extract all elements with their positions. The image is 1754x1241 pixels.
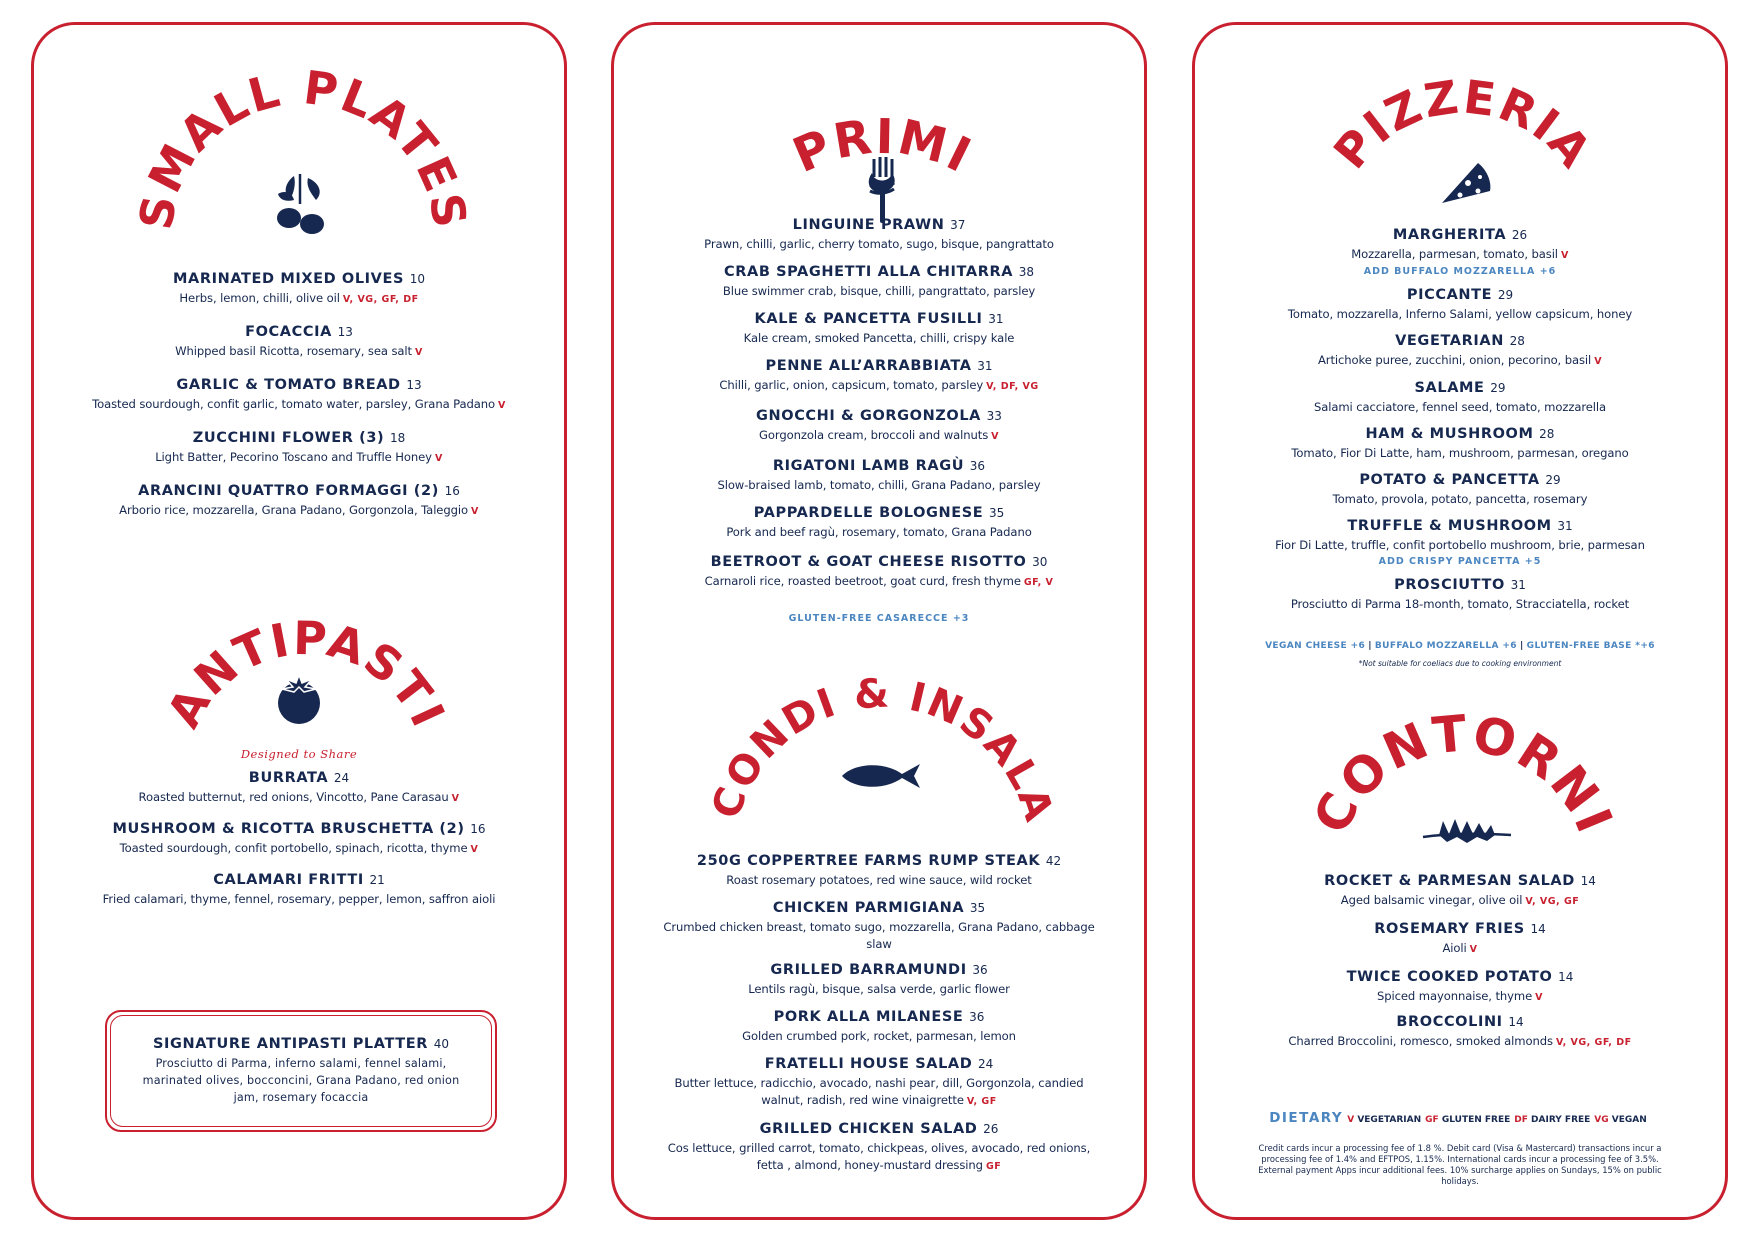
svg-text:PRIMI: PRIMI <box>785 108 981 185</box>
menu-item <box>614 358 1144 395</box>
menu-item <box>614 505 1144 541</box>
item-description <box>1195 537 1725 554</box>
item-name <box>34 377 564 394</box>
item-title: TRUFFLE & MUSHROOM <box>1347 518 1552 534</box>
dietary-tag: V <box>1535 992 1544 1003</box>
item-price: 31 <box>988 312 1004 326</box>
primi-addon: GLUTEN-FREE CASARECCE +3 <box>788 613 970 624</box>
tomato-icon <box>274 673 324 725</box>
platter-price: 40 <box>433 1037 449 1051</box>
item-desc-text: Prawn, chilli, garlic, cherry tomato, sugo, bisque, pangrattato <box>704 237 1054 251</box>
item-description <box>614 573 1144 591</box>
menu-item <box>614 408 1144 445</box>
item-name <box>1195 1014 1725 1031</box>
item-desc-text: Prosciutto di Parma 18-month, tomato, Stracciatella, rocket <box>1290 597 1630 611</box>
item-price: 14 <box>1558 970 1574 984</box>
svg-text:SMALL PLATES: SMALL PLATES <box>128 60 478 234</box>
item-name <box>1195 518 1725 535</box>
menu-item <box>1195 969 1725 1006</box>
item-title: GRILLED CHICKEN SALAD <box>759 1121 978 1137</box>
dietary-label: DIETARY <box>1269 1110 1344 1126</box>
item-title: ZUCCHINI FLOWER (3) <box>192 430 385 446</box>
item-desc-text: Fior Di Latte, truffle, confit portobello mushroom, brie, parmesan <box>1275 538 1645 552</box>
item-name <box>34 872 564 889</box>
extra-gluten-free-base: GLUTEN-FREE BASE *+6 <box>1526 641 1655 651</box>
secondi-title <box>597 637 1147 833</box>
menu-item <box>614 1056 1144 1110</box>
item-price: 14 <box>1530 922 1546 936</box>
dietary-legend <box>1195 1110 1725 1126</box>
item-desc-text: Pork and beef ragù, rosemary, tomato, Grana Padano <box>726 525 1032 539</box>
extra-vegan-cheese: VEGAN CHEESE +6 <box>1265 641 1366 651</box>
item-desc-text: Toasted sourdough, confit portobello, spinach, ricotta, thyme <box>119 841 468 855</box>
item-desc-text: Roast rosemary potatoes, red wine sauce, wild rocket <box>726 873 1032 887</box>
rocket-leaf-icon <box>1421 817 1513 845</box>
item-name <box>614 900 1144 917</box>
svg-text:SECONDI & INSALATA: SECONDI & INSALATA <box>597 637 1062 826</box>
menu-item <box>34 821 564 858</box>
item-price: 13 <box>406 378 422 392</box>
item-description <box>614 377 1144 395</box>
menu-item <box>614 1121 1144 1175</box>
item-title: TWICE COOKED POTATO <box>1346 969 1553 985</box>
menu-item <box>34 324 564 361</box>
item-description <box>34 396 564 414</box>
item-addon: ADD BUFFALO MOZZARELLA +6 <box>1363 266 1557 277</box>
item-title: PROSCIUTTO <box>1394 577 1505 593</box>
dietary-tag: V, GF <box>966 1096 997 1107</box>
dietary-code: GF <box>1425 1115 1439 1125</box>
item-desc-text: Artichoke puree, zucchini, onion, pecorino, basil <box>1317 353 1592 367</box>
item-desc-text: Slow-braised lamb, tomato, chilli, Grana Padano, parsley <box>717 478 1041 492</box>
item-price: 14 <box>1508 1015 1524 1029</box>
item-price: 36 <box>972 963 988 977</box>
item-title: GRILLED BARRAMUNDI <box>770 962 967 978</box>
secondi-list <box>614 853 1144 1175</box>
item-title: ROSEMARY FRIES <box>1374 921 1525 937</box>
item-title: MARINATED MIXED OLIVES <box>173 271 405 287</box>
item-desc-text: Cos lettuce, grilled carrot, tomato, chickpeas, olives, avocado, red onions, fetta , almond, honey-mustard dressing <box>667 1141 1091 1172</box>
item-name <box>1195 577 1725 594</box>
fork-pasta-icon <box>864 155 900 225</box>
pizzeria-footnote: *Not suitable for coeliacs due to cooking environment <box>1358 659 1562 668</box>
item-price: 18 <box>389 431 406 445</box>
item-name <box>1195 921 1725 938</box>
item-desc-text: Herbs, lemon, chilli, olive oil <box>179 291 340 305</box>
item-price: 29 <box>1490 381 1506 395</box>
item-price: 35 <box>969 901 986 915</box>
item-name <box>34 271 564 288</box>
menu-item <box>1195 333 1725 370</box>
item-desc-text: Aged balsamic vinegar, olive oil <box>1340 893 1523 907</box>
item-desc-text: Kale cream, smoked Pancetta, chilli, crispy kale <box>743 331 1015 345</box>
item-title: KALE & PANCETTA FUSILLI <box>754 311 983 327</box>
dietary-tag: V <box>434 453 443 464</box>
menu-item <box>34 430 564 467</box>
item-title: GNOCCHI & GORGONZOLA <box>756 408 982 424</box>
item-name <box>1195 380 1725 397</box>
item-description <box>34 502 564 520</box>
dietary-word: VEGAN <box>1611 1115 1647 1125</box>
item-desc-text: Crumbed chicken breast, tomato sugo, mozzarella, Grana Padano, cabbage slaw <box>663 920 1095 951</box>
item-description <box>1195 306 1725 323</box>
item-description <box>1195 399 1725 416</box>
dietary-word: VEGETARIAN <box>1357 1115 1422 1125</box>
item-description <box>614 872 1144 889</box>
item-name <box>614 264 1144 281</box>
item-price: 16 <box>444 484 460 498</box>
dietary-code: VG <box>1594 1115 1609 1125</box>
item-description <box>614 330 1144 347</box>
menu-panel-middle <box>597 22 1147 1220</box>
item-price: 38 <box>1018 265 1034 279</box>
item-description <box>1195 940 1725 958</box>
item-description <box>614 981 1144 998</box>
item-name <box>34 430 564 447</box>
item-description <box>614 1028 1144 1045</box>
item-name <box>34 483 564 500</box>
item-name <box>1195 287 1725 304</box>
menu-item <box>614 1009 1144 1045</box>
item-title: BEETROOT & GOAT CHEESE RISOTTO <box>710 554 1027 570</box>
item-price: 42 <box>1045 854 1062 868</box>
item-desc-text: Tomato, provola, potato, pancetta, rosemary <box>1332 492 1588 506</box>
item-desc-text: Blue swimmer crab, bisque, chilli, pangrattato, parsley <box>722 284 1036 298</box>
menu-item <box>1195 577 1725 613</box>
olive-branch-icon <box>272 170 332 238</box>
item-description <box>34 449 564 467</box>
item-name <box>34 324 564 341</box>
item-description <box>614 524 1144 541</box>
menu-panel-right <box>1192 22 1728 1220</box>
item-name <box>614 458 1144 475</box>
item-title: MARGHERITA <box>1392 227 1507 243</box>
item-price: 10 <box>409 272 425 286</box>
menu-item <box>614 264 1144 300</box>
item-price: 31 <box>1557 519 1573 533</box>
dietary-word: GLUTEN FREE <box>1441 1115 1511 1125</box>
item-price: 14 <box>1580 874 1596 888</box>
item-price: 37 <box>950 218 966 232</box>
item-title: VEGETARIAN <box>1395 333 1504 349</box>
item-description <box>614 1075 1144 1110</box>
dietary-tag: V <box>470 844 479 855</box>
item-desc-text: Light Batter, Pecorino Toscano and Truffle Honey <box>155 450 432 464</box>
item-title: GARLIC & TOMATO BREAD <box>176 377 401 393</box>
item-title: CALAMARI FRITTI <box>213 872 364 888</box>
antipasti-list <box>34 770 564 908</box>
item-price: 28 <box>1539 427 1555 441</box>
menu-item <box>1195 287 1725 323</box>
item-description <box>1195 892 1725 910</box>
item-description <box>614 919 1144 953</box>
item-title: PORK ALLA MILANESE <box>773 1009 964 1025</box>
item-title: SALAME <box>1414 380 1485 396</box>
item-name <box>1195 969 1725 986</box>
fish-icon <box>840 761 924 791</box>
menu-item <box>614 853 1144 889</box>
menu-item <box>1195 518 1725 567</box>
dietary-tag: V <box>498 400 506 411</box>
item-price: 29 <box>1545 473 1561 487</box>
item-desc-text: Butter lettuce, radicchio, avocado, nashi pear, dill, Gorgonzola, candied walnut, radish, red wine vinaigrette <box>674 1076 1084 1107</box>
dietary-tag: V <box>1594 356 1603 367</box>
item-description <box>34 343 564 361</box>
platter-desc: Prosciutto di Parma, inferno salami, fennel salami, marinated olives, bocconcini, Grana Padano, red onion jam, rosemary focaccia <box>142 1057 460 1104</box>
item-description <box>614 1140 1144 1175</box>
item-desc-text: Salami cacciatore, fennel seed, tomato, mozzarella <box>1313 400 1607 414</box>
menu-item <box>614 311 1144 347</box>
contorni-list <box>1195 873 1725 1051</box>
item-name <box>614 554 1144 571</box>
item-name <box>614 1009 1144 1026</box>
menu-item <box>1195 227 1725 277</box>
platter-title: SIGNATURE ANTIPASTI PLATTER <box>153 1036 429 1052</box>
dietary-tag: V <box>1469 944 1478 955</box>
item-description <box>1195 352 1725 370</box>
item-title: POTATO & PANCETTA <box>1359 472 1540 488</box>
item-name <box>1195 472 1725 489</box>
item-title: LINGUINE PRAWN <box>792 217 945 233</box>
item-price: 31 <box>977 359 993 373</box>
menu-item <box>34 271 564 308</box>
item-desc-text: Tomato, mozzarella, Inferno Salami, yellow capsicum, honey <box>1287 307 1633 321</box>
item-price: 29 <box>1497 288 1514 302</box>
item-name <box>1195 333 1725 350</box>
item-name <box>1195 873 1725 890</box>
item-name <box>614 311 1144 328</box>
dietary-tag: V <box>991 431 999 442</box>
dietary-tag: V, VG, GF <box>1525 896 1580 907</box>
item-description <box>1195 596 1725 613</box>
item-desc-text: Lentils ragù, bisque, salsa verde, garlic flower <box>748 982 1010 996</box>
item-addon: ADD CRISPY PANCETTA +5 <box>1378 556 1542 567</box>
item-title: RIGATONI LAMB RAGÙ <box>772 458 965 474</box>
item-description <box>1195 246 1725 264</box>
item-description <box>614 477 1144 494</box>
item-name <box>34 821 564 838</box>
item-description <box>34 840 564 858</box>
item-name <box>614 962 1144 979</box>
extra-buffalo-mozzarella: BUFFALO MOZZARELLA +6 <box>1374 641 1517 651</box>
item-description <box>614 283 1144 300</box>
pizza-slice-icon <box>1438 161 1494 205</box>
menu-item <box>1195 921 1725 958</box>
menu-item <box>34 872 564 908</box>
dietary-tag: GF <box>985 1161 1002 1172</box>
menu-item <box>1195 426 1725 462</box>
item-description <box>1195 445 1725 462</box>
menu-item <box>614 554 1144 591</box>
item-price: 24 <box>978 1057 994 1071</box>
svg-text:ANTIPASTI: ANTIPASTI <box>156 610 457 737</box>
dietary-tag: V <box>451 793 460 804</box>
menu-item <box>1195 380 1725 416</box>
item-price: 21 <box>369 873 385 887</box>
pizzeria-extras: VEGAN CHEESE +6 | BUFFALO MOZZARELLA +6 | GLUTEN-FREE BASE *+6 <box>1265 641 1655 651</box>
item-description <box>1195 1033 1725 1051</box>
item-price: 26 <box>1511 228 1528 242</box>
item-desc-text: Charred Broccolini, romesco, smoked almonds <box>1288 1034 1553 1048</box>
dietary-code: DF <box>1514 1115 1528 1125</box>
menu-panel-left <box>31 22 567 1220</box>
dietary-tag: V <box>1560 250 1569 261</box>
item-title: CRAB SPAGHETTI ALLA CHITARRA <box>723 264 1014 280</box>
item-title: FOCACCIA <box>245 324 332 340</box>
dietary-tag: GF, V <box>1023 577 1054 588</box>
item-description <box>1195 491 1725 508</box>
item-description <box>34 290 564 308</box>
item-price: 13 <box>337 325 353 339</box>
dietary-code: V <box>1347 1115 1355 1125</box>
pizzeria-list <box>1195 227 1725 613</box>
item-desc-text: Aioli <box>1442 941 1467 955</box>
item-desc-text: Spiced mayonnaise, thyme <box>1376 989 1533 1003</box>
menu-item <box>1195 1014 1725 1051</box>
item-title: CHICKEN PARMIGIANA <box>772 900 965 916</box>
dietary-tag: V, VG, GF, DF <box>342 294 419 305</box>
item-price: 26 <box>983 1122 999 1136</box>
item-desc-text: Gorgonzola cream, broccoli and walnuts <box>759 428 989 442</box>
pizzeria-title <box>1195 69 1728 225</box>
item-name <box>614 1121 1144 1138</box>
item-title: PICCANTE <box>1406 287 1493 303</box>
item-title: ROCKET & PARMESAN SALAD <box>1324 873 1575 889</box>
item-price: 36 <box>969 459 986 473</box>
item-title: BURRATA <box>248 770 329 786</box>
menu-item <box>34 770 564 807</box>
dietary-tag: V <box>414 347 423 358</box>
item-desc-text: Toasted sourdough, confit garlic, tomato water, parsley, Grana Padano <box>92 397 496 411</box>
item-price: 30 <box>1032 555 1048 569</box>
item-name <box>614 408 1144 425</box>
dietary-word: DAIRY FREE <box>1531 1115 1591 1125</box>
dietary-tag: V, VG, GF, DF <box>1555 1037 1632 1048</box>
item-desc-text: Tomato, Fior Di Latte, ham, mushroom, parmesan, oregano <box>1291 446 1629 460</box>
menu-item <box>34 377 564 414</box>
menu-item <box>614 962 1144 998</box>
item-price: 31 <box>1510 578 1526 592</box>
item-title: PENNE ALL’ARRABBIATA <box>765 358 972 374</box>
item-description <box>34 789 564 807</box>
item-description <box>1195 988 1725 1006</box>
item-name <box>614 853 1144 870</box>
item-name <box>614 1056 1144 1073</box>
item-title: ARANCINI QUATTRO FORMAGGI (2) <box>138 483 439 499</box>
item-name <box>1195 426 1725 443</box>
item-name <box>614 358 1144 375</box>
item-title: HAM & MUSHROOM <box>1365 426 1534 442</box>
item-desc-text: Fried calamari, thyme, fennel, rosemary, pepper, lemon, saffron aioli <box>102 892 496 906</box>
item-desc-text: Mozzarella, parmesan, tomato, basil <box>1351 247 1558 261</box>
item-name <box>614 217 1144 234</box>
item-title: 250G COPPERTREE FARMS RUMP STEAK <box>696 853 1041 869</box>
platter-name <box>107 1036 495 1053</box>
item-desc-text: Whipped basil Ricotta, rosemary, sea salt <box>175 344 412 358</box>
item-title: FRATELLI HOUSE SALAD <box>764 1056 973 1072</box>
item-desc-text: Chilli, garlic, onion, capsicum, tomato, parsley <box>719 378 984 392</box>
item-name <box>34 770 564 787</box>
small-plates-list <box>34 271 564 520</box>
item-description <box>614 427 1144 445</box>
item-description <box>614 236 1144 253</box>
item-desc-text: Golden crumbed pork, rocket, parmesan, lemon <box>742 1029 1016 1043</box>
item-description <box>34 891 564 908</box>
svg-text:PIZZERIA: PIZZERIA <box>1323 69 1603 179</box>
menu-item <box>614 217 1144 253</box>
item-desc-text: Roasted butternut, red onions, Vincotto, Pane Carasau <box>138 790 449 804</box>
menu-item <box>1195 472 1725 508</box>
item-name <box>614 505 1144 522</box>
item-title: BROCCOLINI <box>1396 1014 1503 1030</box>
item-name <box>1195 227 1725 244</box>
signature-platter-box <box>105 1010 497 1132</box>
primi-list <box>614 217 1144 591</box>
item-price: 24 <box>333 771 350 785</box>
item-desc-text: Arborio rice, mozzarella, Grana Padano, Gorgonzola, Taleggio <box>119 503 468 517</box>
antipasti-subtitle: Designed to Share <box>240 747 358 761</box>
menu-item <box>614 458 1144 494</box>
item-title: MUSHROOM & RICOTTA BRUSCHETTA (2) <box>112 821 465 837</box>
item-price: 33 <box>986 409 1002 423</box>
menu-item <box>34 483 564 520</box>
item-desc-text: Carnaroli rice, roasted beetroot, goat curd, fresh thyme <box>704 574 1021 588</box>
menu-item <box>1195 873 1725 910</box>
dietary-tag: V, DF, VG <box>986 381 1039 392</box>
item-price: 35 <box>988 506 1005 520</box>
svg-text:CONTORNI: CONTORNI <box>1302 704 1625 843</box>
dietary-tag: V <box>470 506 479 517</box>
item-price: 16 <box>470 822 486 836</box>
item-price: 28 <box>1509 334 1525 348</box>
menu-item <box>614 900 1144 953</box>
item-title: PAPPARDELLE BOLOGNESE <box>753 505 984 521</box>
item-price: 36 <box>969 1010 985 1024</box>
surcharge-note: Credit cards incur a processing fee of 1.8 %. Debit card (Visa & Mastercard) transactions incur a processing fee of 1.4% and EFTPOS, 1.15%. International cards incur a processing fee of 3.5%. External payment Apps incur additional fees. 10% surcharge applies on Sundays, 15% on public holidays. <box>1258 1143 1662 1186</box>
